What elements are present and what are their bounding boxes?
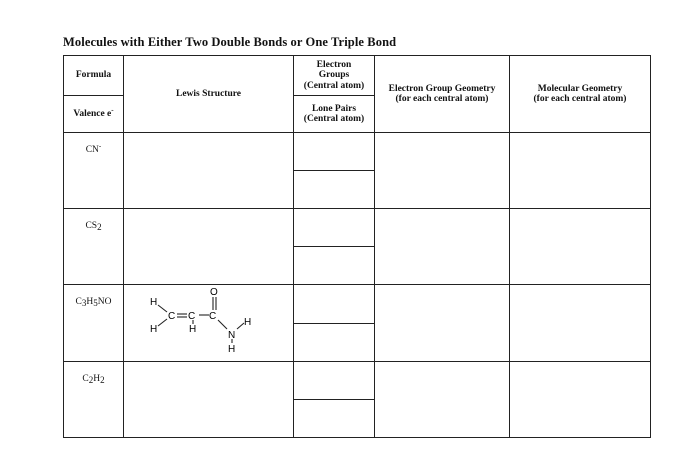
electron-group-geometry-header: Electron Group Geometry (for each central atom) [375, 56, 510, 133]
electron-groups-cell[interactable] [294, 285, 375, 324]
electron-group-geometry-cell[interactable] [375, 285, 510, 362]
molecule-worksheet-table [63, 55, 651, 438]
electron-group-geometry-cell[interactable] [375, 209, 510, 285]
atom-label: C [188, 311, 196, 322]
formula-cell-c3h5no: C3H5NO [64, 285, 124, 362]
atom-label: H [150, 324, 158, 335]
lone-pairs-header: Lone Pairs (Central atom) [294, 96, 375, 133]
lone-pairs-cell[interactable] [294, 247, 375, 285]
formula-cell-cs2: CS2 [64, 209, 124, 285]
atom-label: H [189, 324, 197, 335]
molecular-geometry-cell[interactable] [510, 362, 651, 438]
atom-label: O [210, 287, 218, 298]
atom-label: C [168, 311, 176, 322]
atom-label: C [209, 311, 217, 322]
acrylamide-structure-drawing [124, 285, 294, 361]
electron-groups-cell[interactable] [294, 209, 375, 247]
atom-label: H [150, 297, 158, 308]
molecular-geometry-cell[interactable] [510, 285, 651, 362]
lewis-structure-cell[interactable] [124, 133, 294, 209]
atom-label: H [228, 344, 236, 355]
worksheet-title: Molecules with Either Two Double Bonds or One Triple Bond [63, 35, 397, 49]
formula-cell-cn: CN- [64, 133, 124, 209]
molecular-geometry-cell[interactable] [510, 133, 651, 209]
lone-pairs-cell[interactable] [294, 400, 375, 438]
molecular-geometry-header: Molecular Geometry (for each central atom) [510, 56, 651, 133]
electron-groups-header: Electron Groups (Central atom) [294, 56, 375, 96]
formula-header: Formula [64, 56, 124, 96]
lewis-structure-header: Lewis Structure [124, 56, 294, 133]
electron-groups-cell[interactable] [294, 133, 375, 171]
valence-electrons-header: Valence e- [64, 96, 124, 133]
atom-label: N [228, 330, 236, 341]
lewis-structure-cell[interactable] [124, 362, 294, 438]
electron-group-geometry-cell[interactable] [375, 133, 510, 209]
lewis-structure-cell-c3h5no[interactable] [124, 285, 294, 362]
lone-pairs-cell[interactable] [294, 171, 375, 209]
lewis-structure-cell[interactable] [124, 209, 294, 285]
electron-groups-cell[interactable] [294, 362, 375, 400]
lone-pairs-cell[interactable] [294, 323, 375, 362]
molecular-geometry-cell[interactable] [510, 209, 651, 285]
formula-cell-c2h2: C2H2 [64, 362, 124, 438]
atom-label: H [244, 317, 252, 328]
electron-group-geometry-cell[interactable] [375, 362, 510, 438]
